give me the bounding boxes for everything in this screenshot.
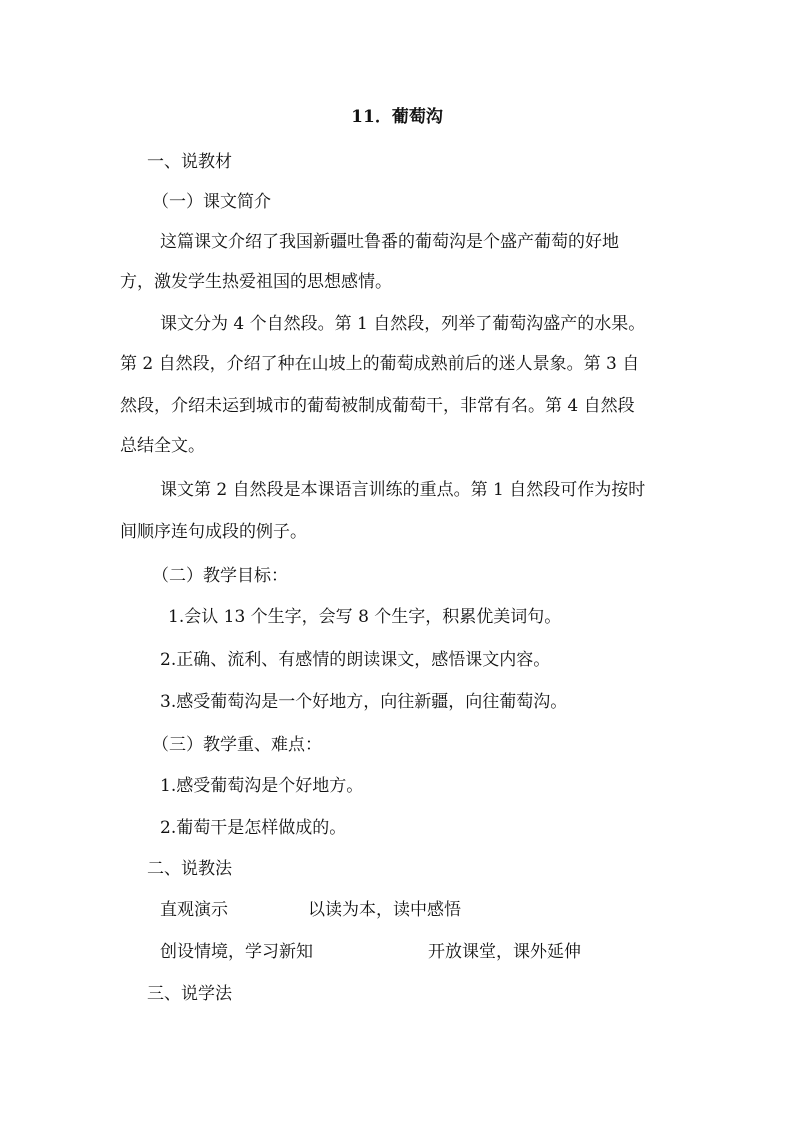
goal-item-1: 1.会认 13 个生字，会写 8 个生字，积累优美词句。 [168,607,562,627]
intro-paragraph-line-2: 方，激发学生热爱祖国的思想感情。 [120,272,392,292]
structure-paragraph-line-2: 第 2 自然段，介绍了种在山坡上的葡萄成熟前后的迷人景象。第 3 自 [120,354,640,374]
subheading-teaching-goals: （二）教学目标： [152,566,288,586]
method-open-classroom: 开放课堂，课外延伸 [428,942,581,962]
focus-paragraph-line-1: 课文第 2 自然段是本课语言训练的重点。第 1 自然段可作为按时 [160,480,646,500]
goal-item-3: 3.感受葡萄沟是一个好地方，向往新疆，向往葡萄沟。 [160,692,568,712]
key-point-item-2: 2.葡萄干是怎样做成的。 [160,818,347,838]
document-title: 11．葡萄沟 [351,107,443,127]
method-direct-demo: 直观演示 [160,900,228,920]
focus-paragraph-line-2: 间顺序连句成段的例子。 [120,522,307,542]
method-reading-based: 以读为本，读中感悟 [308,900,461,920]
method-row-2 [160,940,720,964]
key-point-item-1: 1.感受葡萄沟是个好地方。 [160,776,364,796]
section-heading-learning-methods: 三、说学法 [147,984,232,1004]
structure-paragraph-line-4: 总结全文。 [120,436,205,456]
section-heading-teaching-material: 一、说教材 [147,152,232,172]
method-row-1 [160,898,720,922]
intro-paragraph-line-1: 这篇课文介绍了我国新疆吐鲁番的葡萄沟是个盛产葡萄的好地 [160,232,619,252]
structure-paragraph-line-3: 然段，介绍未运到城市的葡萄被制成葡萄干，非常有名。第 4 自然段 [120,396,635,416]
method-create-situation: 创设情境，学习新知 [160,942,313,962]
goal-item-2: 2.正确、流利、有感情的朗读课文，感悟课文内容。 [160,650,551,670]
structure-paragraph-line-1: 课文分为 4 个自然段。第 1 自然段，列举了葡萄沟盛产的水果。 [160,314,646,334]
subheading-key-points: （三）教学重、难点： [152,735,322,755]
section-heading-teaching-methods: 二、说教法 [147,859,232,879]
subheading-lesson-intro: （一）课文简介 [152,192,271,212]
